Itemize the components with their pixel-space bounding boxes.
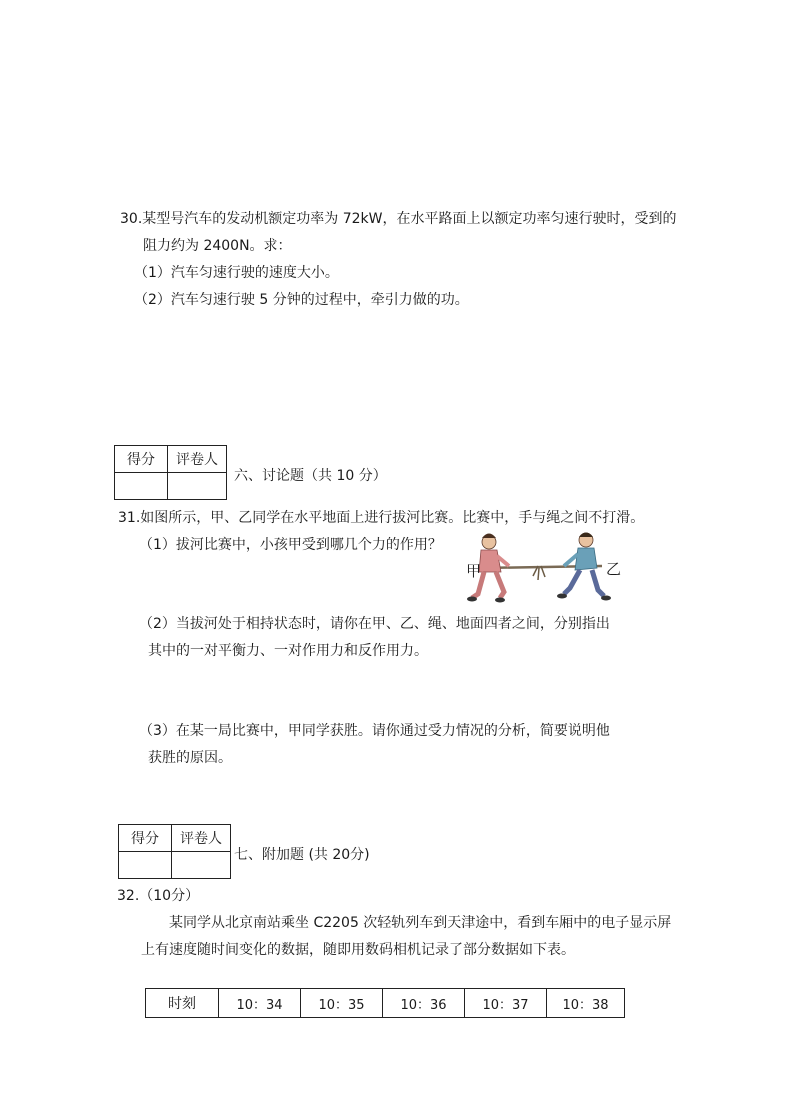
time-cell: 10：34 bbox=[219, 989, 301, 1018]
q31-sub2-line2: 其中的一对平衡力、一对作用力和反作用力。 bbox=[148, 643, 428, 659]
q30-line1: 30.某型号汽车的发动机额定功率为 72kW，在水平路面上以额定功率匀速行驶时，受到的 bbox=[120, 211, 677, 227]
q30-sub2: （2）汽车匀速行驶 5 分钟的过程中，牵引力做的功。 bbox=[134, 292, 469, 308]
q32-line1: 某同学从北京南站乘坐 C2205 次轻轨列车到天津途中，看到车厢中的电子显示屏 bbox=[169, 915, 672, 931]
q32-header: 32.（10分） bbox=[117, 888, 200, 904]
section6-title: 六、讨论题（共 10 分） bbox=[234, 468, 387, 484]
q31-sub1: （1）拔河比赛中，小孩甲受到哪几个力的作用？ bbox=[139, 537, 442, 553]
q30-sub1: （1）汽车匀速行驶的速度大小。 bbox=[134, 265, 339, 281]
tug-of-war-figure bbox=[462, 528, 627, 608]
child-yi bbox=[557, 533, 611, 601]
grader-label: 评卷人 bbox=[172, 825, 231, 852]
section6-score-box bbox=[114, 445, 227, 500]
time-cell: 10：36 bbox=[383, 989, 465, 1018]
q30-line2: 阻力约为 2400N。求： bbox=[143, 238, 292, 254]
section7-score-box bbox=[118, 824, 231, 879]
time-table bbox=[145, 988, 625, 1018]
grader-cell bbox=[172, 852, 231, 879]
score-cell bbox=[115, 473, 168, 500]
grader-cell bbox=[168, 473, 227, 500]
grader-label: 评卷人 bbox=[168, 446, 227, 473]
figure-label-jia: 甲 bbox=[466, 562, 482, 580]
row-label: 时刻 bbox=[146, 989, 219, 1018]
tug-of-war-illustration bbox=[462, 528, 627, 608]
time-cell: 10：38 bbox=[547, 989, 625, 1018]
q32-line2: 上有速度随时间变化的数据，随即用数码相机记录了部分数据如下表。 bbox=[141, 942, 575, 958]
q31-intro: 31.如图所示，甲、乙同学在水平地面上进行拔河比赛。比赛中，手与绳之间不打滑。 bbox=[118, 510, 645, 526]
score-label: 得分 bbox=[119, 825, 172, 852]
score-label: 得分 bbox=[115, 446, 168, 473]
table-row bbox=[146, 989, 625, 1018]
time-cell: 10：37 bbox=[465, 989, 547, 1018]
q31-sub2-line1: （2）当拔河处于相持状态时，请你在甲、乙、绳、地面四者之间，分别指出 bbox=[139, 616, 610, 632]
time-cell: 10：35 bbox=[301, 989, 383, 1018]
q31-sub3-line2: 获胜的原因。 bbox=[148, 750, 232, 766]
score-cell bbox=[119, 852, 172, 879]
q31-sub3-line1: （3）在某一局比赛中，甲同学获胜。请你通过受力情况的分析，简要说明他 bbox=[139, 723, 610, 739]
figure-label-yi: 乙 bbox=[606, 560, 622, 578]
section7-title: 七、附加题 (共 20分) bbox=[234, 847, 370, 863]
